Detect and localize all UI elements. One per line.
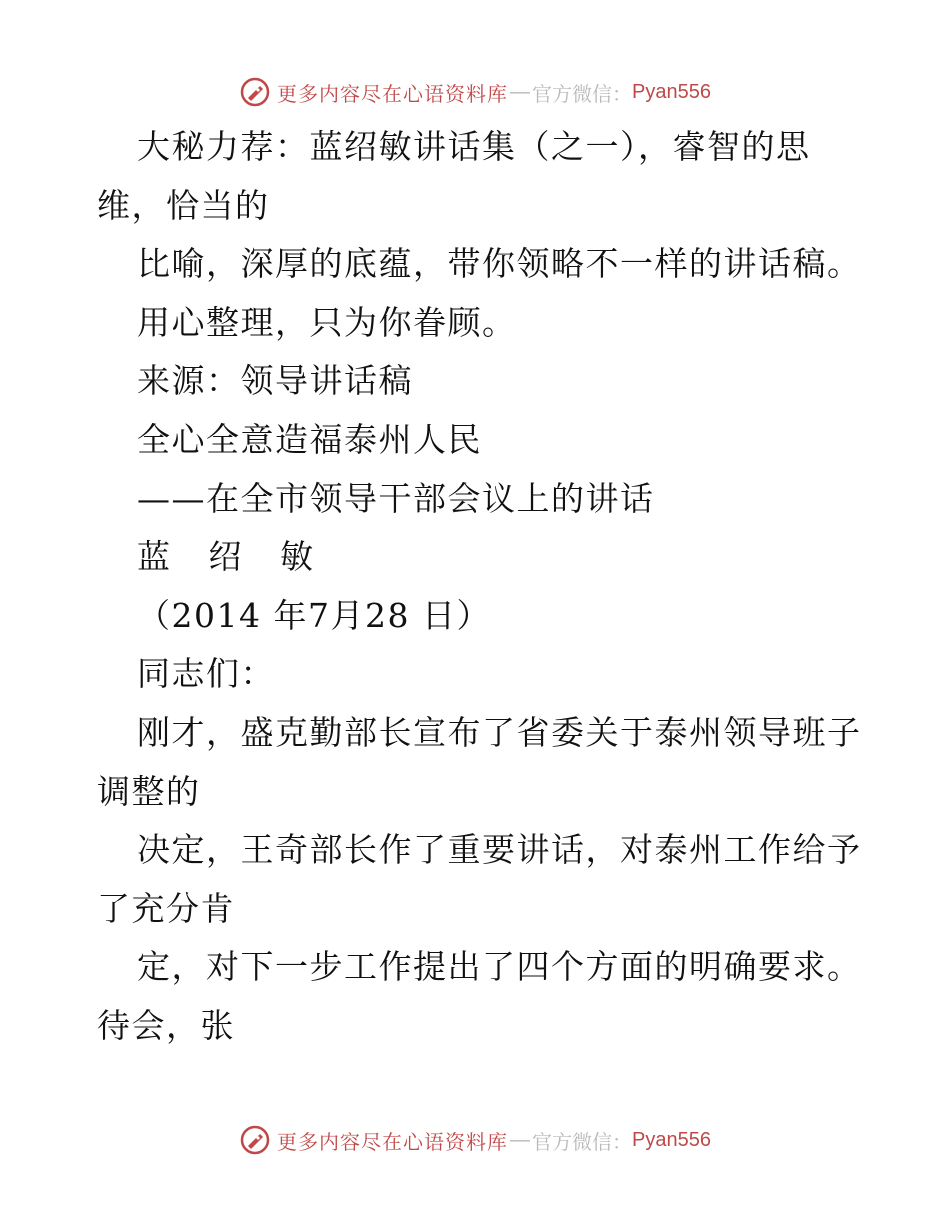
text-line: 比喻，深厚的底蕴，带你领略不一样的讲话稿。 [137, 244, 862, 284]
speech-date: （2014 年7月28 日） [137, 595, 491, 635]
text-line: 大秘力荐：蓝绍敏讲话集（之一），睿智的思 [137, 127, 811, 166]
text-line: 了充分肯 [97, 888, 235, 928]
watermark-label: 官方微信： [532, 83, 633, 106]
speaker-name: 蓝 绍 敏 [137, 537, 327, 577]
text-line: 维，恰当的 [97, 185, 270, 225]
watermark-separator: — [510, 80, 531, 103]
watermark-label: 官方微信： [532, 1131, 633, 1154]
watermark-wechat-id: Pyan556 [632, 1128, 711, 1151]
watermark-separator: — [510, 1128, 531, 1151]
watermark-footer [0, 1120, 950, 1160]
salutation: 同志们： [137, 654, 275, 694]
document-body [97, 118, 867, 1056]
watermark-brand-text: 更多内容尽在心语资料库 [277, 81, 509, 106]
speech-title: 全心全意造福泰州人民 [137, 419, 482, 459]
text-line: 用心整理，只为你眷顾。 [137, 302, 517, 342]
source-line: 来源：领导讲话稿 [137, 361, 413, 401]
watermark-wechat-id: Pyan556 [632, 80, 711, 103]
watermark-header [0, 72, 950, 112]
speech-subtitle: ——在全市领导干部会议上的讲话 [137, 478, 655, 518]
text-line: 定，对下一步工作提出了四个方面的明确要求。 [137, 947, 862, 987]
text-line: 待会，张 [97, 1005, 235, 1045]
watermark-brand-text: 更多内容尽在心语资料库 [277, 1129, 509, 1154]
text-line: 刚才，盛克勤部长宣布了省委关于泰州领导班子 [137, 712, 862, 752]
text-line: 决定，王奇部长作了重要讲话，对泰州工作给予 [137, 830, 862, 870]
text-line: 调整的 [97, 771, 201, 811]
pen-nib-logo-icon [239, 76, 271, 108]
pen-nib-logo-icon [239, 1124, 271, 1156]
